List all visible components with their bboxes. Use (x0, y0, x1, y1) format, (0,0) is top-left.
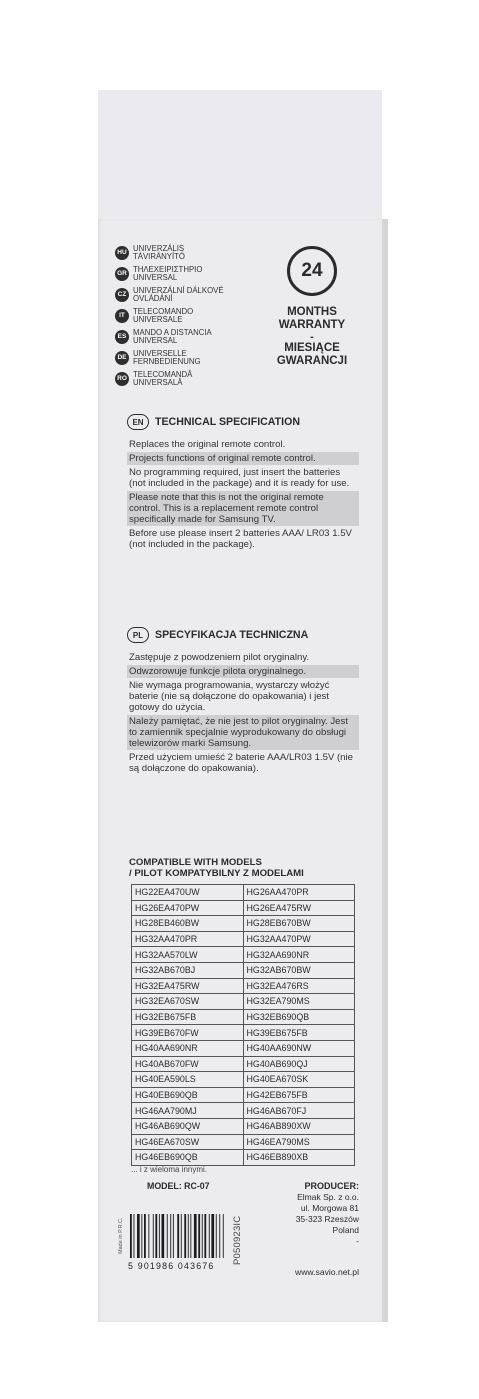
table-row (132, 1087, 355, 1103)
model-cell: HG46EB690QB (132, 1150, 244, 1166)
model-cell: HG32EB690QB (243, 1009, 355, 1025)
language-text: UNIVERZÁLNÍ DÁLKOVÉ OVLÁDÁNÍ (133, 285, 224, 303)
spec-paragraph: Replaces the original remote control. (129, 439, 286, 450)
made-in-text: Made in P.R.C. (118, 1217, 124, 1254)
language-code-icon: IT (115, 309, 129, 323)
model-cell: HG40EB690QB (132, 1087, 244, 1103)
language-code-icon: ES (115, 330, 129, 344)
more-models-note: ... i z wieloma innymi. (131, 1165, 208, 1174)
producer-line: Elmak Sp. z o.o. (297, 1192, 359, 1202)
producer-line: Poland (332, 1225, 359, 1235)
spec-paragraph: Zastępuje z powodzeniem pilot oryginalny. (129, 652, 310, 663)
model-cell: HG40AA690NR (132, 1040, 244, 1056)
warranty-dash: - (310, 331, 314, 343)
table-row (132, 1009, 355, 1025)
spec-pl-body (127, 651, 359, 776)
model-cell: HG26AA470PR (243, 885, 355, 901)
models-table (131, 884, 355, 1166)
spec-pl-header (127, 627, 308, 643)
spec-paragraph: No programming required, just insert the batteries (not included in the package) and it is ready for use. (129, 467, 350, 489)
table-row (132, 885, 355, 901)
model-cell: HG40EA670SK (243, 1072, 355, 1088)
model-cell: HG39EB675FB (243, 1025, 355, 1041)
warranty-line-3: MIESIĄCE (284, 342, 340, 354)
spec-paragraph: Przed użyciem umieść 2 baterie AAA/LR03 1.5V (nie są dołączone do opakowania). (129, 752, 353, 774)
table-row (132, 994, 355, 1010)
model-cell: HG42EB675FB (243, 1087, 355, 1103)
model-cell: HG28EB460BW (132, 916, 244, 932)
warranty-block (245, 246, 379, 368)
model-cell: HG40AB690QJ (243, 1056, 355, 1072)
spec-paragraph: Należy pamiętać, że nie jest to pilot oryginalny. Jest to zamiennik specjalnie wyprodukowany do obsługi telewizorów marki Samsung. (127, 715, 359, 750)
model-cell: HG32AB670BJ (132, 962, 244, 978)
compat-title-en: COMPATIBLE WITH MODELS (129, 857, 262, 868)
language-code-icon: RO (115, 372, 129, 386)
model-cell: HG22EA470UW (132, 885, 244, 901)
model-cell: HG46AB890XW (243, 1118, 355, 1134)
model-label: MODEL: RC-07 (147, 1181, 210, 1191)
producer-line: - (356, 1236, 359, 1246)
compat-title (129, 857, 304, 879)
model-cell: HG46AB690QW (132, 1118, 244, 1134)
table-row (132, 1040, 355, 1056)
spec-en-title: TECHNICAL SPECIFICATION (155, 416, 300, 428)
model-cell: HG32EA670SW (132, 994, 244, 1010)
model-cell: HG32AA690NR (243, 947, 355, 963)
table-row (132, 947, 355, 963)
model-cell: HG32EA790MS (243, 994, 355, 1010)
model-cell: HG32AA470PR (132, 931, 244, 947)
model-cell: HG40EA590LS (132, 1072, 244, 1088)
en-badge: EN (127, 414, 149, 430)
language-code-icon: CZ (115, 288, 129, 302)
model-cell: HG39EB670FW (132, 1025, 244, 1041)
compat-title-pl: / PILOT KOMPATYBILNY Z MODELAMI (129, 868, 304, 879)
model-cell: HG40AB670FW (132, 1056, 244, 1072)
producer-line: 35-323 Rzeszów (295, 1214, 359, 1224)
table-row (132, 931, 355, 947)
model-cell: HG40AA690NW (243, 1040, 355, 1056)
model-cell: HG46AB670FJ (243, 1103, 355, 1119)
warranty-line-4: GWARANCJI (276, 355, 348, 367)
language-item (115, 369, 275, 388)
warranty-line-1: MONTHS (287, 306, 337, 318)
producer-label: PRODUCER: (304, 1181, 359, 1191)
model-cell: HG28EB670BW (243, 916, 355, 932)
spec-paragraph: Projects functions of original remote control. (127, 452, 359, 465)
spec-paragraph: Odwzorowuje funkcje pilota oryginalnego. (127, 665, 359, 678)
model-cell: HG32AA570LW (132, 947, 244, 963)
language-text: TELECOMANDO UNIVERSALE (133, 306, 194, 324)
model-cell: HG46EA670SW (132, 1134, 244, 1150)
table-row (132, 962, 355, 978)
spec-paragraph: Before use please insert 2 batteries AAA/ LR03 1.5V (not included in the package). (129, 528, 352, 550)
table-row (132, 1103, 355, 1119)
spec-paragraph: Nie wymaga programowania, wystarczy włożyć baterie (nie są dołączone do opakowania) i jest gotowy do użycia. (129, 680, 330, 713)
spec-en-header (127, 414, 300, 430)
warranty-badge (287, 246, 337, 296)
table-row (132, 1072, 355, 1088)
producer-line: ul. Morgowa 81 (300, 1203, 359, 1213)
hang-tab (98, 90, 382, 220)
language-text: UNIVERZÁLIS TÁVIRÁNYÍTÓ (133, 243, 185, 261)
model-cell: HG26EA475RW (243, 900, 355, 916)
spec-en-body (127, 438, 359, 552)
producer-block (255, 1181, 359, 1247)
barcode-image (128, 1214, 232, 1260)
table-row (132, 1118, 355, 1134)
model-cell: HG26EA470PW (132, 900, 244, 916)
language-code-icon: GR (115, 267, 129, 281)
spec-pl-title: SPECYFIKACJA TECHNICZNA (155, 629, 309, 641)
model-cell: HG32EB675FB (132, 1009, 244, 1025)
model-cell: HG46AA790MJ (132, 1103, 244, 1119)
table-row (132, 1025, 355, 1041)
table-row (132, 978, 355, 994)
pl-badge: PL (127, 627, 149, 643)
product-code: P050923IC (232, 1215, 243, 1265)
table-row (132, 900, 355, 916)
spec-paragraph: Please note that this is not the original remote control. This is a replacement remote control specifically made for Samsung TV. (127, 491, 359, 526)
package-edge (382, 219, 388, 1322)
table-row (132, 1056, 355, 1072)
warranty-number: 24 (301, 260, 323, 281)
model-cell: HG32EA475RW (132, 978, 244, 994)
model-cell: HG46EB890XB (243, 1150, 355, 1166)
website-text: www.savio.net.pl (294, 1267, 359, 1277)
table-row (132, 916, 355, 932)
warranty-line-2: WARRANTY (278, 319, 346, 331)
language-code-icon: HU (115, 246, 129, 260)
language-text: MANDO A DISTANCIA UNIVERSAL (133, 327, 212, 345)
language-text: ΤΗΛΕΧΕΙΡΙΣΤΗΡΙΟ UNIVERSAL (133, 264, 203, 282)
table-row (132, 1134, 355, 1150)
model-cell: HG32AA470PW (243, 931, 355, 947)
language-text: UNIVERSELLE FERNBEDIENUNG (133, 348, 201, 366)
table-row (132, 1150, 355, 1166)
model-cell: HG32AB670BW (243, 962, 355, 978)
barcode-number: 5 901986 043676 (128, 1261, 215, 1271)
language-code-icon: DE (115, 351, 129, 365)
model-cell: HG32EA476RS (243, 978, 355, 994)
language-text: TELECOMANDĂ UNIVERSALĂ (133, 369, 193, 387)
model-cell: HG46EA790MS (243, 1134, 355, 1150)
